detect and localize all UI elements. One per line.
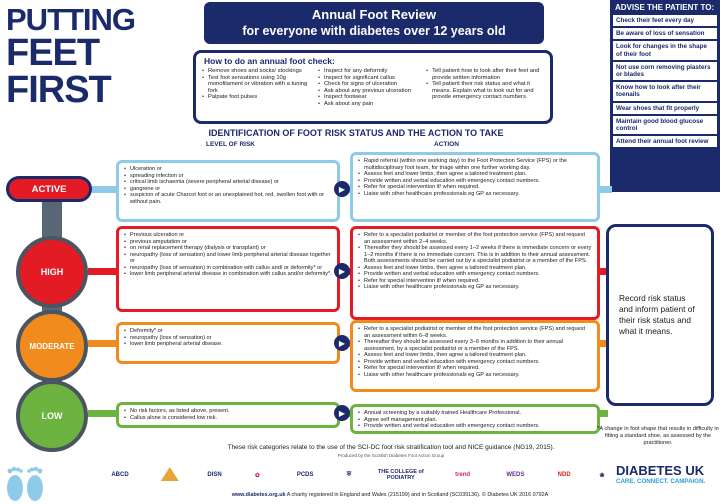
logo-putting: PUTTING: [6, 2, 136, 37]
list-item: • Palpate foot pulses: [202, 94, 314, 101]
howto-title: How to do an annual foot check:: [204, 56, 335, 66]
list-item: • Remove shoes and socks/ stockings: [202, 68, 314, 75]
howto-col-3: [426, 68, 544, 108]
advise-item: Know how to look after their toenails: [613, 82, 717, 100]
advise-item: Attend their annual foot review: [613, 136, 717, 147]
logo-feet: FEET: [6, 32, 100, 74]
partner-logos: [100, 460, 610, 490]
list-item: • Inspect for any deformity: [318, 68, 422, 75]
risk-label-moderate: MODERATE: [16, 310, 88, 382]
list-item: • Deformity* or: [124, 328, 332, 335]
advise-item: Not use corn removing plasters or blades: [613, 62, 717, 80]
action-box-low: [350, 404, 600, 434]
chevron-right-icon: ▶: [334, 263, 350, 279]
list-item: • suspicion of acute Charcot foot or an unexplained hot, red, swollen foot with or without pain.: [124, 192, 332, 205]
chevron-right-icon: ▶: [334, 405, 350, 421]
partner-logo: [155, 467, 185, 483]
list-item: • Check for signs of ulceration: [318, 81, 422, 88]
page-title: Annual Foot Review: [311, 7, 437, 22]
partner-logo: trend: [455, 472, 471, 478]
action-box-active: [350, 152, 600, 222]
advise-item: Maintain good blood glucose control: [613, 116, 717, 134]
risk-label-active: ACTIVE: [6, 176, 92, 202]
list-item: • Liaise with other healthcare professionals eg GP as necessary.: [358, 372, 592, 379]
diabetes-uk-logo: DIABETES UK: [616, 463, 705, 478]
list-item: • neuropathy (loss of sensation) and lower limb peripheral arterial disease together or: [124, 252, 332, 265]
feet-icon: [0, 458, 50, 504]
record-risk-box: [606, 224, 714, 406]
footnote: *A change in foot shape that results in difficulty in fitting a standard shoe, as assessed by the practitioner.: [597, 426, 719, 446]
list-item: • Tell patient their risk status and what it means. Explain what to look out for and provide emergency contact numbers.: [426, 81, 540, 101]
section-heading: IDENTIFICATION OF FOOT RISK STATUS AND THE ACTION TO TAKE: [208, 128, 504, 138]
list-item: • Assess feet and lower limbs, then agree a tailored treatment plan.: [358, 171, 592, 178]
list-item: • previous amputation or: [124, 239, 332, 246]
howto-col-2: [318, 68, 426, 108]
list-item: • spreading infection or: [124, 173, 332, 180]
partner-logo: DISN: [207, 472, 222, 478]
list-item: • Annual screening by a suitably trained Healthcare Professional.: [358, 410, 592, 417]
list-item: • Provide written and verbal education with emergency contact numbers.: [358, 178, 592, 185]
risk-label-high: HIGH: [16, 236, 88, 308]
list-item: • Assess feet and lower limbs, then agree a tailored treatment plan.: [358, 352, 592, 359]
page-subtitle: for everyone with diabetes over 12 years old: [242, 24, 506, 38]
list-item: • Thereafter they should be assessed every 1–2 weeks if there is immediate concern or every 1–2 months if there is no immediate concern. This is in addition to their annual assessment. Both assessments should be carried out by a specialist podiatrist or a member of the FPS.: [358, 245, 592, 265]
list-item: • Callus alone is considered low risk.: [124, 415, 332, 422]
list-item: • Rapid referral (within one working day) to the Foot Protection Service (FPS) or the multidisciplinary foot team, for triage within one further working day.: [358, 158, 592, 171]
list-item: • Refer for special intervention if/ when required.: [358, 184, 592, 191]
title-banner: [204, 2, 544, 44]
partner-logo: WEDS: [506, 472, 525, 478]
level-column-heading: LEVEL OF RISK: [206, 141, 255, 148]
list-item: • neuropathy (loss of sensation) in combination with callus and/ or deformity* or: [124, 265, 332, 272]
chevron-right-icon: ▶: [334, 335, 350, 351]
advise-item: Wear shoes that fit properly: [613, 103, 717, 114]
list-item: • Thereafter they should be assessed every 3–6 months in addition to their annual assessment, by a specialist podiatrist or a member of the FPS.: [358, 339, 592, 352]
list-item: • neuropathy (loss of sensation) or: [124, 335, 332, 342]
howto-col-1: [202, 68, 318, 108]
list-item: • Liaise with other healthcare professionals eg GP as necessary.: [358, 284, 592, 291]
partner-logo: ✿: [254, 472, 260, 479]
howto-box: [193, 50, 553, 124]
record-text: Record risk status and inform patient of their risk status and what it means.: [619, 293, 695, 336]
list-item: • Ask about any pain: [318, 101, 422, 108]
diabetes-uk-tagline: CARE. CONNECT. CAMPAIGN.: [616, 478, 706, 485]
list-item: • Ulceration or: [124, 166, 332, 173]
guidance-note: These risk categories relate to the use of the SCI-DC foot risk stratification tool and NICE guidance (NG19, 2015).: [227, 444, 555, 451]
partner-logo: PCDS: [296, 472, 314, 478]
list-item: • Agree self management plan.: [358, 417, 592, 424]
partner-logo: NDD: [557, 472, 571, 478]
action-box-high: [350, 226, 600, 320]
list-item: • Test foot sensations using 10g monofilament or vibration with a tuning fork: [202, 75, 314, 95]
advise-panel: [610, 0, 720, 192]
list-item: • Provide written and verbal education with emergency contact numbers.: [358, 423, 592, 430]
list-item: • Tell patient how to look after their feet and provide written information: [426, 68, 540, 81]
list-item: • Refer to a specialist podiatrist or member of the foot protection service (FPS) and request an assessment within 6–8 weeks.: [358, 326, 592, 339]
action-column-heading: ACTION: [434, 141, 459, 148]
list-item: • gangrene or: [124, 186, 332, 193]
footer-text: A charity registered in England and Wales (215199) and in Scotland (SC039136). © Diabetes UK 2016 0792A: [285, 492, 549, 498]
list-item: • on renal replacement therapy (dialysis or transplant) or: [124, 245, 332, 252]
footer: [170, 492, 610, 498]
list-item: • Inspect footwear: [318, 94, 422, 101]
list-item: • Assess feet and lower limbs, then agree a tailored treatment plan.: [358, 265, 592, 272]
risk-box-high: [116, 226, 340, 312]
list-item: • Refer for special intervention if/ when required.: [358, 278, 592, 285]
advise-title: ADVISE THE PATIENT TO:: [615, 3, 715, 12]
list-item: • Previous ulceration or: [124, 232, 332, 239]
list-item: • Refer for special intervention if/ when required.: [358, 365, 592, 372]
partner-logo: ABCD: [111, 472, 129, 478]
list-item: • Provide written and verbal education with emergency contact numbers.: [358, 271, 592, 278]
risk-box-low: [116, 402, 340, 428]
list-item: • critical limb ischaemia (severe peripheral arterial disease) or: [124, 179, 332, 186]
logo-first: FIRST: [6, 69, 111, 111]
action-box-moderate: [350, 320, 600, 392]
list-item: • lower limb peripheral arterial disease in combination with callus and/or deformity*.: [124, 271, 332, 278]
list-item: • Refer to a specialist podiatrist or member of the foot protection service (FPS) and request an assessment within 2–4 weeks.: [358, 232, 592, 245]
list-item: • Liaise with other healthcare professionals eg GP as necessary.: [358, 191, 592, 198]
chevron-right-icon: ▶: [334, 181, 350, 197]
list-item: • Ask about any previous ulceration: [318, 88, 422, 95]
risk-box-active: [116, 160, 340, 222]
advise-item: Check their feet every day: [613, 15, 717, 26]
crest-icon: ❀: [599, 472, 605, 479]
list-item: • Inspect for significant callus: [318, 75, 422, 82]
shield-icon: ⛨: [346, 471, 352, 478]
advise-item: Be aware of loss of sensation: [613, 28, 717, 39]
list-item: • No risk factors, as listed above, present.: [124, 408, 332, 415]
list-item: • Provide written and verbal education with emergency contact numbers.: [358, 359, 592, 366]
advise-item: Look for changes in the shape of their foot: [613, 41, 717, 59]
footer-url[interactable]: www.diabetes.org.uk: [231, 492, 286, 498]
partner-logo: THE COLLEGE of PODIATRY: [377, 469, 424, 481]
list-item: • lower limb peripheral arterial disease.: [124, 341, 332, 348]
risk-label-low: LOW: [16, 380, 88, 452]
risk-box-moderate: [116, 322, 340, 364]
produced-by: Produced by the Scottish Diabetes Foot Action Group: [337, 453, 445, 458]
